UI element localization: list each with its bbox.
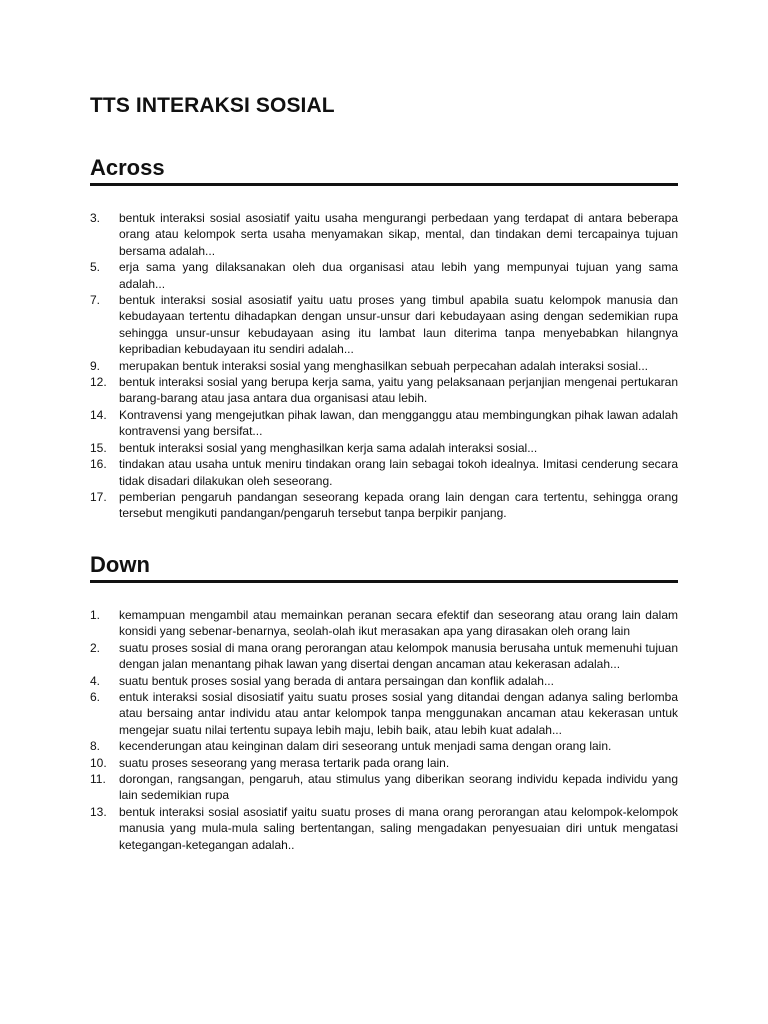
clue-number: 5.: [90, 260, 101, 275]
down-clue: [90, 640, 678, 673]
clue-text: suatu bentuk proses sosial yang berada di antara persaingan dan konflik adalah...: [119, 673, 554, 688]
across-clue: [90, 456, 678, 489]
clue-text: entuk interaksi sosial disosiatif yaitu suatu proses sosial yang ditandai dengan adanya saling berlomba atau bersaing antar individu atau antar kelompok tanpa menggunakan ancaman atau kekerasan untuk mengejar suatu nilai tertentu supaya lebih maju, lebih baik, atau lebih kuat adalah...: [119, 690, 678, 737]
clue-number: 4.: [90, 673, 101, 688]
down-clue-list: [90, 607, 678, 853]
across-clue: [90, 358, 678, 374]
clue-number: 14.: [90, 407, 107, 422]
clue-text: merupakan bentuk interaksi sosial yang menghasilkan sebuah perpecahan adalah interaksi sosial...: [119, 358, 648, 373]
clue-number: 10.: [90, 755, 107, 770]
clue-text: kemampuan mengambil atau memainkan peranan secara efektif dan seseorang atau orang lain dalam konsidi yang sebenar-benarnya, seolah-olah ikut merasakan apa yang dirasakan oleh orang lain: [119, 608, 678, 639]
clue-number: 7.: [90, 293, 101, 308]
clue-text: tindakan atau usaha untuk meniru tindakan orang lain sebagai tokoh idealnya. Imitasi cenderung secara tidak disadari dilakukan oleh seseorang.: [119, 457, 678, 488]
down-clue: [90, 771, 678, 804]
across-clue: [90, 407, 678, 440]
clue-number: 1.: [90, 608, 101, 622]
clue-number: 17.: [90, 489, 107, 504]
down-heading: Down: [90, 552, 150, 577]
down-divider: [90, 580, 678, 583]
clue-text: bentuk interaksi sosial asosiatif yaitu suatu proses di mana orang perorangan atau kelompok-kelompok manusia yang mula-mula saling bertentangan, saling mengadakan penyesuaian diri untuk mengatasi ketegangan-ketegangan adalah..: [119, 804, 678, 852]
clue-number: 9.: [90, 358, 101, 373]
down-clue: [90, 738, 678, 754]
down-clue: [90, 755, 678, 771]
across-clue: [90, 259, 678, 292]
down-section: [90, 551, 678, 853]
clue-text: erja sama yang dilaksanakan oleh dua organisasi atau lebih yang mempunyai tujuan yang sama adalah...: [119, 260, 678, 291]
across-clue: [90, 489, 678, 522]
across-clue: [90, 210, 678, 259]
clue-text: Kontravensi yang mengejutkan pihak lawan, dan mengganggu atau membingungkan pihak lawan adalah kontravensi yang bersifat...: [119, 407, 678, 439]
page-title: TTS INTERAKSI SOSIAL: [90, 94, 335, 117]
clue-text: suatu proses seseorang yang merasa tertarik pada orang lain.: [119, 755, 450, 770]
across-clue: [90, 292, 678, 358]
down-clue: [90, 673, 678, 689]
clue-number: 13.: [90, 804, 107, 819]
clue-text: bentuk interaksi sosial yang berupa kerja sama, yaitu yang pelaksanaan perjanjian mengenai pertukaran barang-barang atau jasa antara dua organisasi atau lebih.: [119, 375, 678, 406]
clue-text: dorongan, rangsangan, pengaruh, atau stimulus yang diberikan seorang individu kepada individu yang lain sedemikian rupa: [119, 772, 678, 803]
across-divider: [90, 183, 678, 186]
clue-number: 16.: [90, 457, 107, 472]
clue-text: suatu proses sosial di mana orang perorangan atau kelompok manusia berusaha untuk memenuhi tujuan dengan jalan menantang pihak lawan yang disertai dengan ancaman atau kekerasan adalah...: [119, 640, 679, 672]
down-clue: [90, 607, 678, 640]
clue-number: 2.: [90, 640, 101, 655]
clue-text: bentuk interaksi sosial yang menghasilkan kerja sama adalah interaksi sosial...: [119, 440, 538, 455]
clue-number: 15.: [90, 440, 107, 455]
clue-text: bentuk interaksi sosial asosiatif yaitu uatu proses yang timbul apabila suatu kelompok manusia dan kebudayaan tertentu dihadapkan dengan unsur-unsur dari kebudayaan asing dengan sedemikian rupa sehingga unsur-unsur kebudayaan asing itu lambat laun diterima tanpa menyebabkan hilangnya kepribadian kebudayaan itu sendiri adalah...: [119, 293, 678, 357]
clue-text: bentuk interaksi sosial asosiatif yaitu usaha mengurangi perbedaan yang terdapat di antara beberapa orang atau kelompok serta usaha menyamakan sikap, mental, dan tindakan demi tercapainya tujuan bersama adalah...: [119, 211, 678, 258]
across-clue: [90, 440, 678, 456]
clue-number: 3.: [90, 211, 101, 225]
clue-number: 11.: [90, 772, 106, 787]
down-clue: [90, 689, 678, 738]
across-clue-list: [90, 210, 678, 522]
across-heading: Across: [90, 155, 165, 180]
across-clue: [90, 374, 678, 407]
across-section: [90, 154, 678, 522]
clue-text: pemberian pengaruh pandangan seseorang kepada orang lain dengan cara tertentu, sehingga orang tersebut mengikuti pandangan/pengaruh tersebut tanpa berpikir panjang.: [119, 489, 678, 521]
clue-number: 12.: [90, 375, 107, 390]
clue-text: kecenderungan atau keinginan dalam diri seseorang untuk menjadi sama dengan orang lain.: [119, 739, 612, 754]
down-clue: [90, 804, 678, 853]
clue-number: 6.: [90, 690, 101, 705]
clue-number: 8.: [90, 739, 101, 754]
